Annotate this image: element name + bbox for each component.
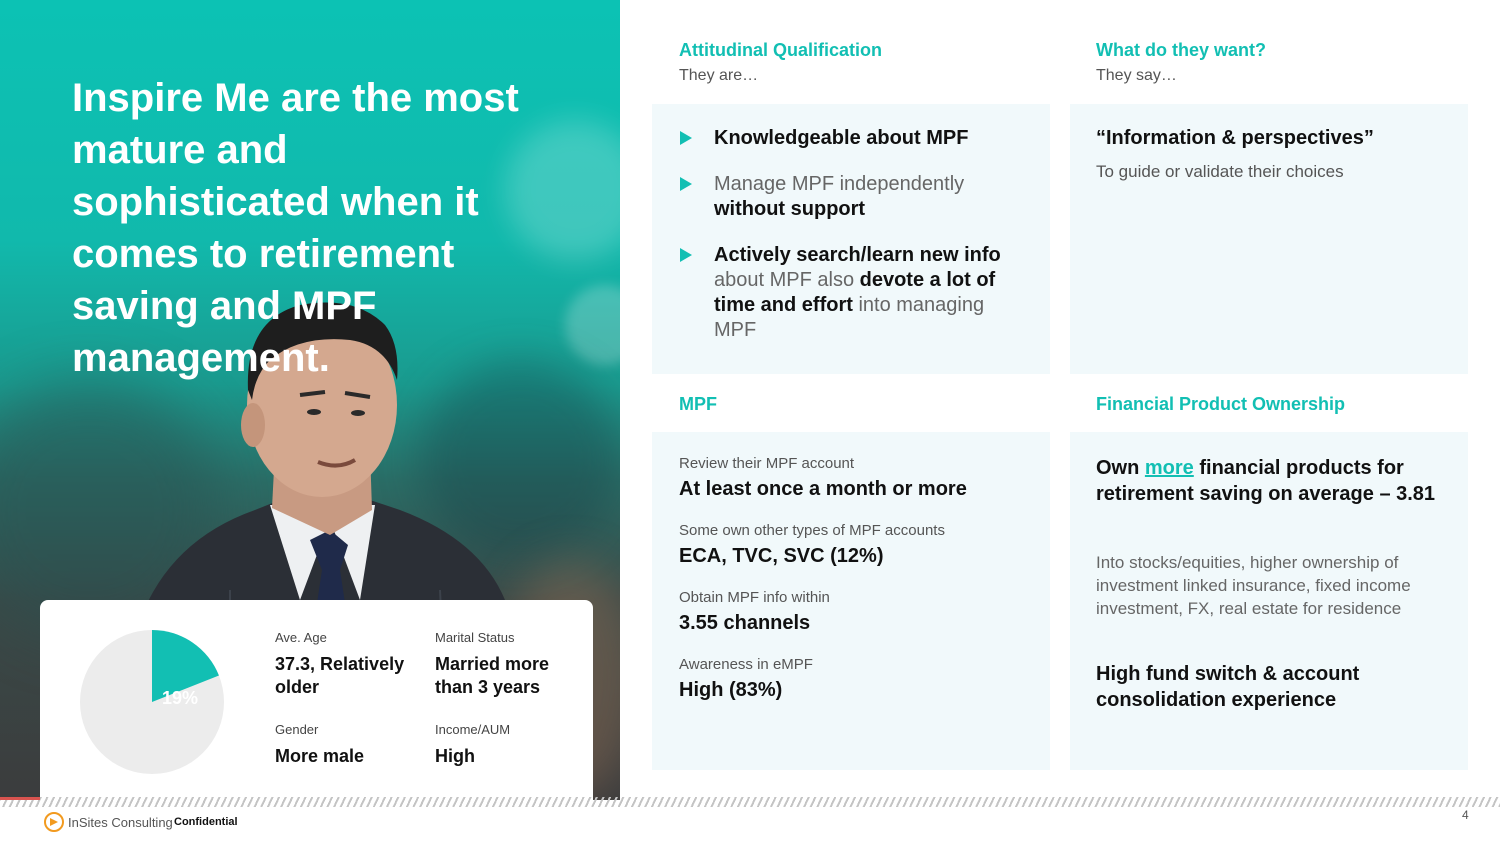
marital-label: Marital Status [435,630,515,645]
bullet-text: Knowledgeable about MPF [714,127,969,149]
fpo-description: Into stocks/equities, higher ownership of investment linked insurance, fixed income investment, FX, real estate for residence [1096,553,1411,618]
bullet-item [680,172,1025,222]
logo-text: InSites Consulting [68,814,173,830]
confidential-label: Confidential [174,816,238,828]
attitudinal-title: Attitudinal Qualification [679,40,882,60]
mpf-item-value: ECA, TVC, SVC (12%) [679,545,884,567]
pie-label: 19% [161,688,199,708]
mpf-title: MPF [679,394,717,414]
headline: Inspire Me are the most mature and sophisticated when it comes to retirement saving and MPF management. [72,76,519,380]
bullet-text: into managing MPF [714,294,985,341]
fpo-footnote: High fund switch & account consolidation experience [1096,663,1360,711]
insites-logo-icon [44,812,64,832]
age-stat [275,630,425,699]
bullet-item [680,243,1025,343]
fpo-main-pre: Own [1096,457,1145,479]
wants-quote: “Information & perspectives” [1096,127,1374,149]
footer-accent-line [0,797,40,800]
income-stat [435,722,575,768]
fpo-main-text [1096,455,1456,507]
attitudinal-subtitle: They are… [679,67,759,84]
age-value: 37.3, Relatively older [275,654,405,697]
triangle-bullet-icon [680,248,692,262]
bullet-text: Manage MPF independently [714,173,965,195]
mpf-item-label: Some own other types of MPF accounts [679,522,945,539]
mpf-item-label: Review their MPF account [679,455,855,472]
bullet-text-bold: without support [714,198,866,220]
mpf-item-label: Awareness in eMPF [679,656,813,673]
bullet-text-bold: devote a lot of time and effort [714,269,996,316]
bullet-text-bold: Actively search/learn new info [714,244,1001,266]
fpo-title: Financial Product Ownership [1096,394,1346,414]
income-label: Income/AUM [435,722,511,737]
gender-value: More male [275,746,365,766]
wants-quote-sub: To guide or validate their choices [1096,162,1344,181]
mpf-item-value: At least once a month or more [679,478,967,500]
triangle-bullet-icon [680,131,692,145]
marital-value: Married more than 3 years [435,654,550,697]
footer-hatch-divider [0,797,1500,807]
mpf-item [679,522,945,569]
insites-logo [44,812,173,832]
share-pie-chart [80,630,224,774]
bullet-item [680,126,1025,151]
triangle-bullet-icon [680,177,692,191]
mpf-item [679,455,967,502]
bullet-text: about MPF also [714,269,860,291]
mpf-item-label: Obtain MPF info within [679,589,830,606]
gender-stat [275,722,425,768]
income-value: High [435,746,475,766]
age-label: Ave. Age [275,630,327,645]
mpf-item-value: High (83%) [679,679,783,701]
wants-subtitle: They say… [1096,67,1177,84]
mpf-item-value: 3.55 channels [679,612,811,634]
page-number: 4 [1462,808,1469,822]
demographics-card [40,600,593,800]
mpf-item [679,589,830,636]
fpo-highlight: more [1144,457,1194,479]
wants-title: What do they want? [1096,40,1266,60]
fpo-main-post: financial products for retirement saving on average – 3.81 [1096,457,1436,505]
gender-label: Gender [275,722,319,737]
attitudinal-bullets [680,126,1025,364]
mpf-item [679,656,813,703]
marital-stat [435,630,575,699]
